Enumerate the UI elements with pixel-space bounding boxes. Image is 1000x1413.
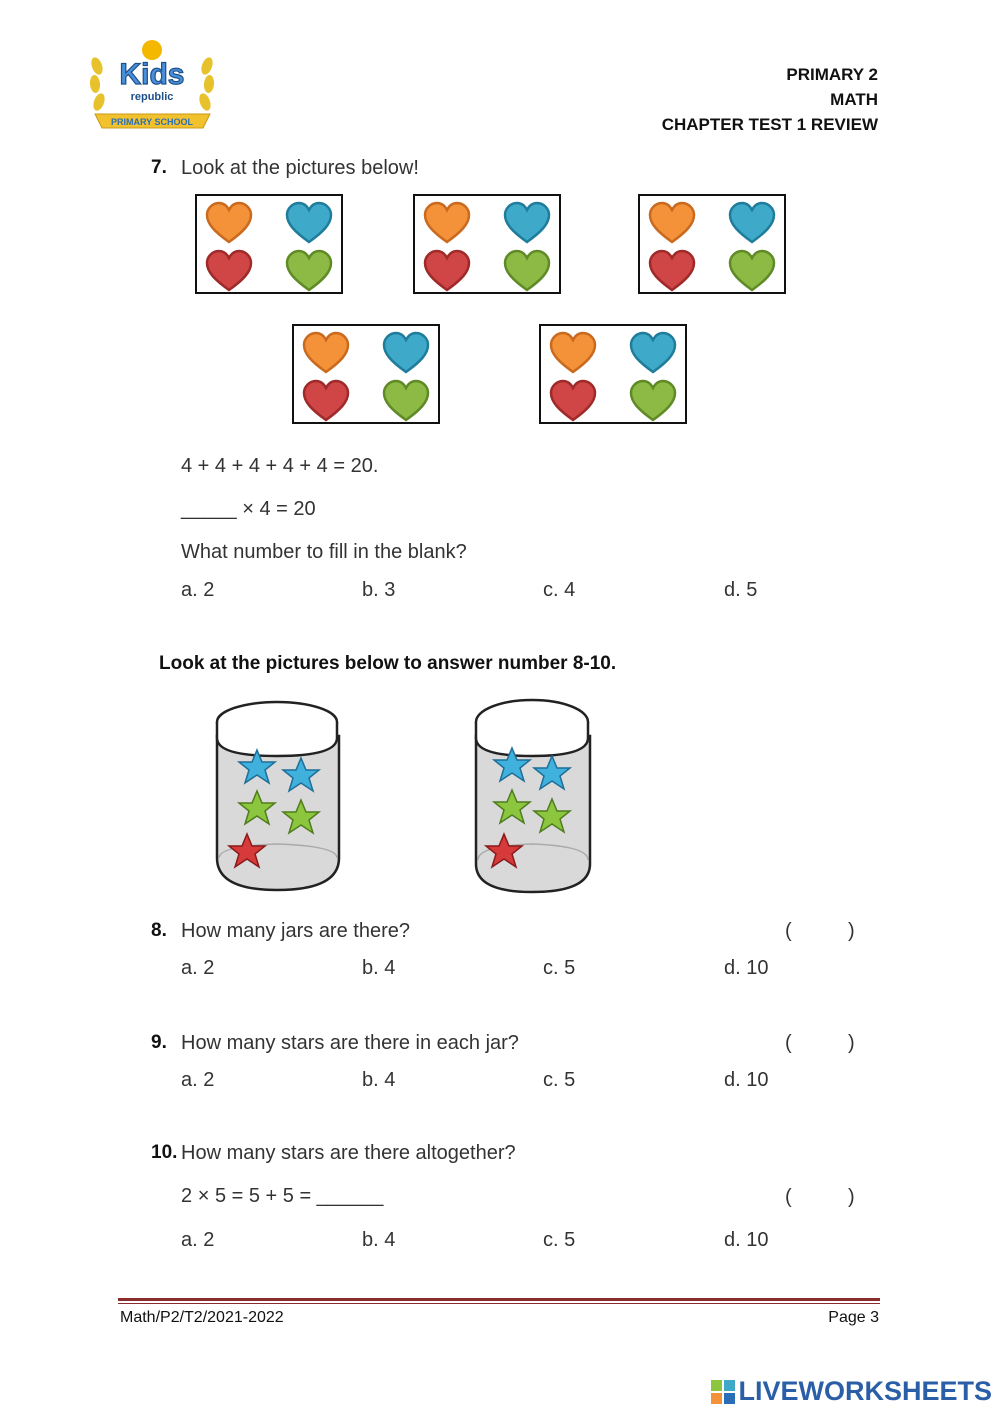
q10-option-b[interactable]: b. 4 — [362, 1229, 396, 1251]
footer-page-number: Page 3 — [828, 1309, 879, 1326]
page-header — [662, 62, 878, 137]
jar-2 — [468, 698, 598, 894]
heart-red — [304, 381, 348, 420]
q10-option-d[interactable]: d. 10 — [724, 1229, 769, 1251]
q8-answer-paren-open: ( — [785, 920, 792, 942]
q7-prompt: Look at the pictures below! — [181, 157, 419, 179]
q9-option-d[interactable]: d. 10 — [724, 1069, 769, 1091]
heart-red — [551, 381, 595, 420]
header-grade: PRIMARY 2 — [786, 65, 878, 84]
q7-equation-rest: 4 = 20 — [259, 498, 316, 520]
heart-group-2 — [413, 194, 561, 294]
heart-orange — [650, 203, 694, 242]
footer-divider-thin — [118, 1303, 880, 1304]
q8-option-c[interactable]: c. 5 — [543, 957, 576, 979]
q10-option-c[interactable]: c. 5 — [543, 1229, 576, 1251]
heart-orange — [425, 203, 469, 242]
liveworksheets-logo-icon — [711, 1380, 735, 1404]
heart-blue — [287, 203, 331, 242]
q10-equation-rest[interactable]: 5 = 5 + 5 = ______ — [214, 1185, 384, 1207]
heart-green — [730, 251, 774, 290]
times-sign: × — [242, 498, 254, 520]
heart-group-1 — [195, 194, 343, 294]
q7-number: 7. — [151, 157, 167, 178]
q7-option-a[interactable]: a. 2 — [181, 579, 215, 601]
q10-option-a[interactable]: a. 2 — [181, 1229, 215, 1251]
q7-multiplication-equation — [181, 498, 316, 521]
q10-text: How many stars are there altogether? — [181, 1142, 516, 1164]
heart-green — [384, 381, 428, 420]
heart-orange — [551, 333, 595, 372]
heart-red — [207, 251, 251, 290]
q9-number: 9. — [151, 1032, 167, 1053]
liveworksheets-text: LIVEWORKSHEETS — [738, 1376, 992, 1406]
q9-text: How many stars are there in each jar? — [181, 1032, 519, 1054]
logo-title-text: Kids — [119, 58, 185, 91]
heart-group-4 — [292, 324, 440, 424]
q7-option-d[interactable]: d. 5 — [724, 579, 758, 601]
q10-number: 10. — [151, 1142, 178, 1163]
q8-option-a[interactable]: a. 2 — [181, 957, 215, 979]
jar-1 — [205, 698, 350, 894]
q9-option-c[interactable]: c. 5 — [543, 1069, 576, 1091]
heart-group-3 — [638, 194, 786, 294]
footer-course-code: Math/P2/T2/2021-2022 — [120, 1309, 284, 1326]
logo-sub-text: republic — [130, 91, 174, 103]
q8-option-d[interactable]: d. 10 — [724, 957, 769, 979]
q8-number: 8. — [151, 920, 167, 941]
header-test-title: CHAPTER TEST 1 REVIEW — [661, 115, 878, 134]
heart-green — [287, 251, 331, 290]
heart-red — [425, 251, 469, 290]
q10-equation — [181, 1185, 383, 1208]
q7-repeated-addition: 4 + 4 + 4 + 4 + 4 = 20. — [181, 455, 379, 477]
section-instructions: Look at the pictures below to answer number 8-10. — [159, 653, 617, 674]
heart-red — [650, 251, 694, 290]
q10-answer-box[interactable] — [797, 1184, 843, 1212]
q10-equation-start: 2 — [181, 1185, 193, 1207]
q9-answer-paren-open: ( — [785, 1032, 792, 1054]
logo-ribbon-text: PRIMARY SCHOOL — [110, 117, 194, 127]
times-sign: × — [197, 1185, 210, 1207]
q10-answer-paren-open: ( — [785, 1186, 792, 1208]
heart-group-5 — [539, 324, 687, 424]
q9-option-b[interactable]: b. 4 — [362, 1069, 396, 1091]
q7-header — [151, 157, 167, 179]
q7-option-c[interactable]: c. 4 — [543, 579, 576, 601]
q8-answer-box[interactable] — [797, 918, 843, 946]
heart-blue — [730, 203, 774, 242]
school-logo — [85, 36, 220, 136]
q9-answer-box[interactable] — [797, 1030, 843, 1058]
heart-green — [505, 251, 549, 290]
q7-question: What number to fill in the blank? — [181, 541, 467, 563]
heart-blue — [384, 333, 428, 372]
liveworksheets-watermark — [711, 1376, 992, 1407]
q7-answer-blank[interactable]: _____ — [181, 498, 237, 520]
q8-option-b[interactable]: b. 4 — [362, 957, 396, 979]
q9-answer-paren-close: ) — [848, 1032, 855, 1054]
heart-blue — [631, 333, 675, 372]
q10-answer-paren-close: ) — [848, 1186, 855, 1208]
footer-divider — [118, 1298, 880, 1301]
q7-option-b[interactable]: b. 3 — [362, 579, 396, 601]
header-subject: MATH — [830, 90, 878, 109]
heart-orange — [207, 203, 251, 242]
heart-blue — [505, 203, 549, 242]
heart-green — [631, 381, 675, 420]
heart-orange — [304, 333, 348, 372]
q9-option-a[interactable]: a. 2 — [181, 1069, 215, 1091]
q8-answer-paren-close: ) — [848, 920, 855, 942]
q8-text: How many jars are there? — [181, 920, 410, 942]
